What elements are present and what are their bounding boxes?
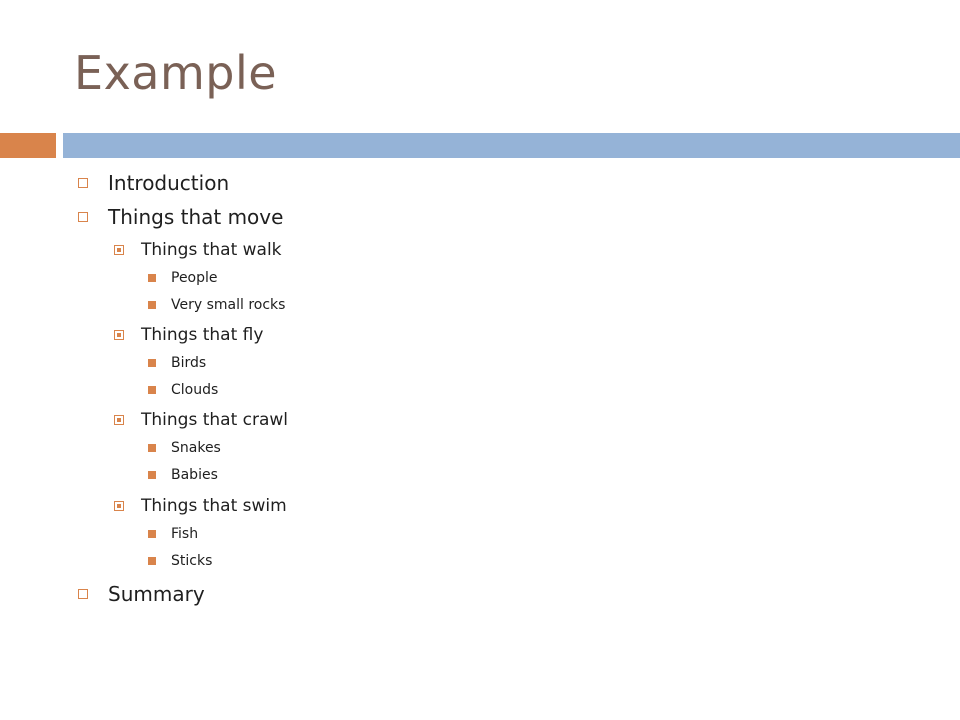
bullet-label: Things that walk — [141, 240, 282, 260]
bullet-very-small-rocks — [148, 297, 285, 313]
solid-square-bullet-icon — [148, 386, 156, 394]
hollow-square-bullet-icon — [78, 178, 88, 188]
solid-square-bullet-icon — [148, 301, 156, 309]
bullet-clouds — [148, 382, 218, 398]
bullet-snakes — [148, 440, 221, 456]
bullet-label: Birds — [171, 355, 207, 371]
filled-center-square-bullet-icon — [114, 415, 124, 425]
hollow-square-bullet-icon — [78, 212, 88, 222]
bullet-label: Introduction — [108, 171, 230, 195]
slide-title: Example — [74, 46, 278, 100]
bullet-summary — [78, 582, 205, 606]
bullet-label: Things that crawl — [141, 410, 289, 430]
solid-square-bullet-icon — [148, 471, 156, 479]
bullet-things-that-swim — [114, 496, 287, 516]
bullet-label: People — [171, 270, 218, 286]
solid-square-bullet-icon — [148, 530, 156, 538]
solid-square-bullet-icon — [148, 274, 156, 282]
bullet-sticks — [148, 553, 212, 569]
bullet-introduction — [78, 171, 229, 195]
solid-square-bullet-icon — [148, 444, 156, 452]
bullet-babies — [148, 467, 218, 483]
bullet-label: Babies — [171, 467, 218, 483]
bullet-label: Sticks — [171, 553, 213, 569]
bullet-label: Things that move — [108, 205, 284, 229]
accent-bar-blue — [63, 133, 960, 158]
hollow-square-bullet-icon — [78, 589, 88, 599]
bullet-label: Clouds — [171, 382, 219, 398]
bullet-birds — [148, 355, 206, 371]
accent-bar-orange — [0, 133, 56, 158]
bullet-label: Very small rocks — [171, 297, 286, 313]
bullet-label: Snakes — [171, 440, 221, 456]
solid-square-bullet-icon — [148, 557, 156, 565]
filled-center-square-bullet-icon — [114, 330, 124, 340]
filled-center-square-bullet-icon — [114, 245, 124, 255]
bullet-things-that-move — [78, 205, 283, 229]
bullet-things-that-walk — [114, 240, 282, 260]
bullet-fish — [148, 526, 198, 542]
bullet-label: Things that swim — [141, 496, 287, 516]
filled-center-square-bullet-icon — [114, 501, 124, 511]
bullet-label: Fish — [171, 526, 199, 542]
solid-square-bullet-icon — [148, 359, 156, 367]
bullet-things-that-crawl — [114, 410, 288, 430]
bullet-people — [148, 270, 218, 286]
bullet-things-that-fly — [114, 325, 263, 345]
bullet-label: Summary — [108, 582, 205, 606]
bullet-label: Things that fly — [141, 325, 264, 345]
